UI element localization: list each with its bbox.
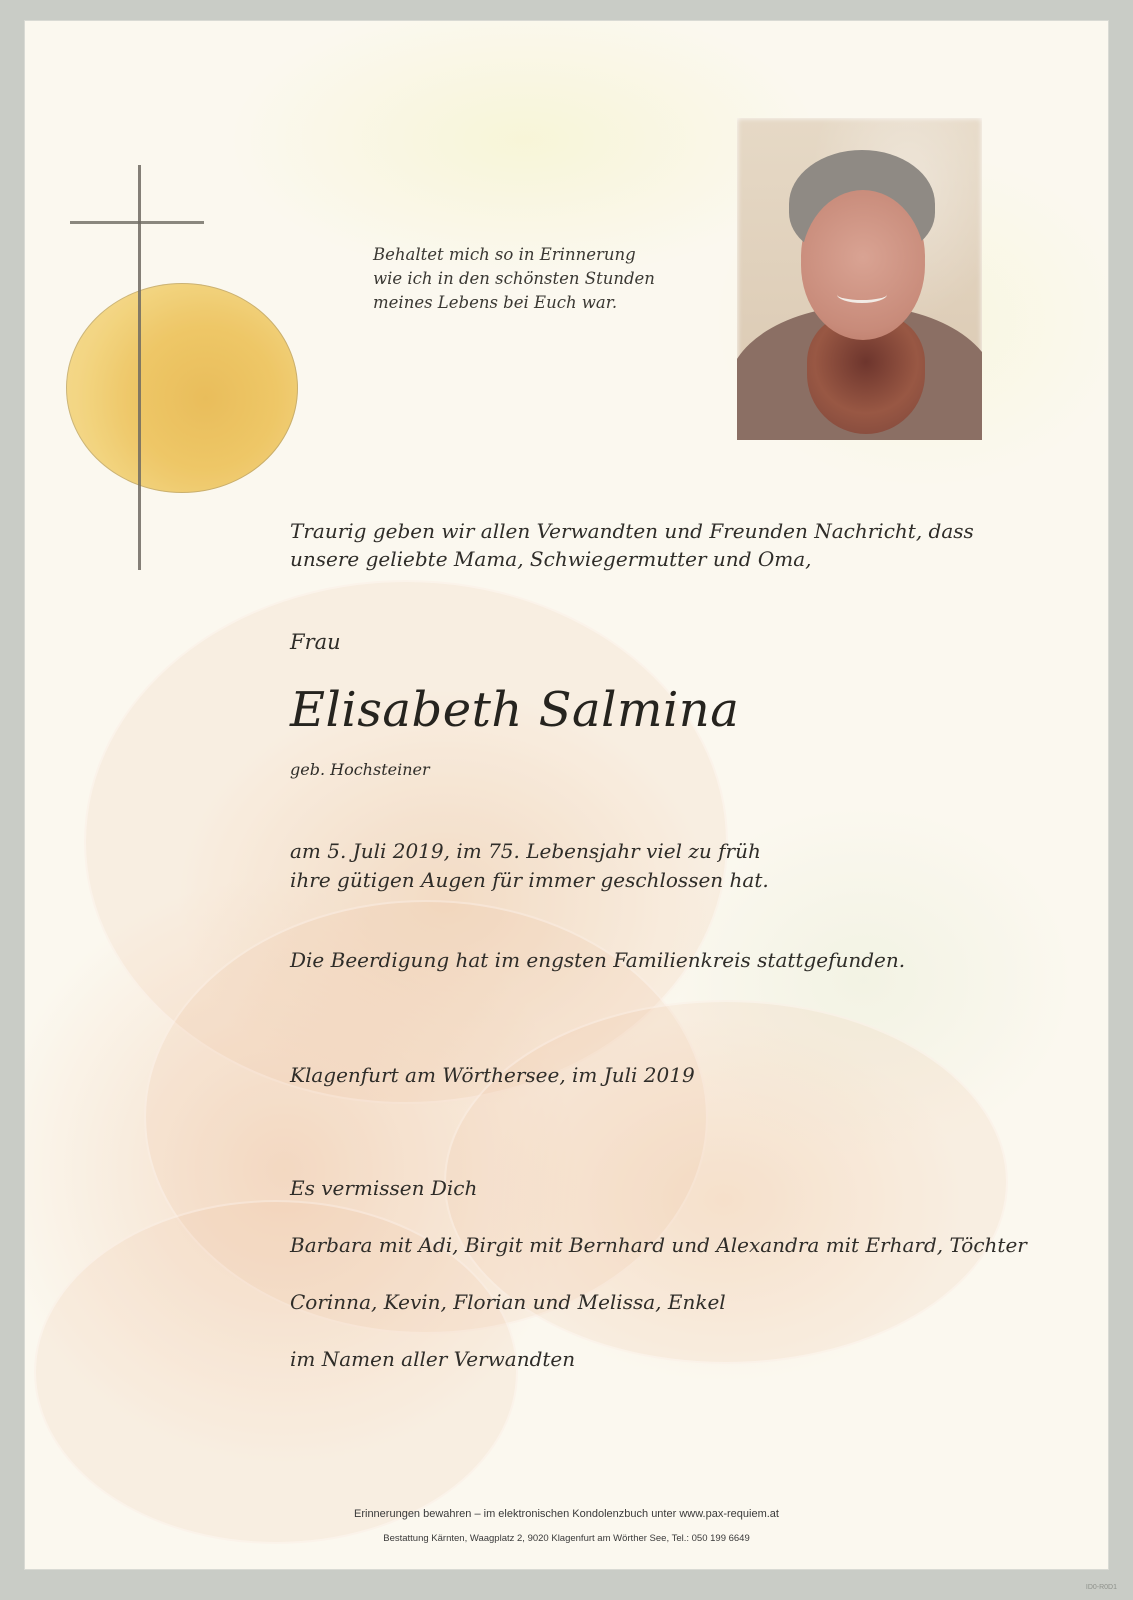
mourner-line: Corinna, Kevin, Florian und Melissa, Enkel [290,1290,726,1314]
announcement-intro [290,517,974,573]
document-id: ID0-R0D1 [1085,1584,1117,1591]
sun-circle [66,283,298,493]
maiden-name: geb. Hochsteiner [290,760,430,779]
portrait-smile [837,286,887,303]
place-date: Klagenfurt am Wörthersee, im Juli 2019 [290,1063,695,1087]
quote-line: meines Lebens bei Euch war. [373,293,618,312]
portrait-photo [737,118,982,440]
passing-line: am 5. Juli 2019, im 75. Lebensjahr viel zu früh [290,839,761,863]
quote-line: Behaltet mich so in Erinnerung [373,245,636,264]
intro-line: unsere geliebte Mama, Schwiegermutter und Oma, [290,547,812,571]
cross-horizontal-bar [70,221,204,224]
mourner-line: Barbara mit Adi, Birgit mit Bernhard und Alexandra mit Erhard, Töchter [290,1233,1027,1257]
cross-vertical-bar [138,165,141,570]
deceased-title: Frau [290,630,341,654]
burial-note: Die Beerdigung hat im engsten Familienkreis stattgefunden. [290,948,906,972]
footer-condolence-note: Erinnerungen bewahren – im elektronischen Kondolenzbuch unter www.pax-requiem.at [354,1508,779,1520]
footer-undertaker-address: Bestattung Kärnten, Waagplatz 2, 9020 Klagenfurt am Wörther See, Tel.: 050 199 6649 [383,1533,750,1544]
passing-statement [290,837,769,895]
memorial-quote [373,243,655,315]
intro-line: Traurig geben wir allen Verwandten und Freunden Nachricht, dass [290,519,974,543]
quote-line: wie ich in den schönsten Stunden [373,269,655,288]
deceased-name: Elisabeth Salmina [290,682,740,738]
mourners-heading: Es vermissen Dich [290,1176,478,1200]
cross-sun-icon [66,165,306,575]
mourner-line: im Namen aller Verwandten [290,1347,576,1371]
passing-line: ihre gütigen Augen für immer geschlossen hat. [290,868,769,892]
